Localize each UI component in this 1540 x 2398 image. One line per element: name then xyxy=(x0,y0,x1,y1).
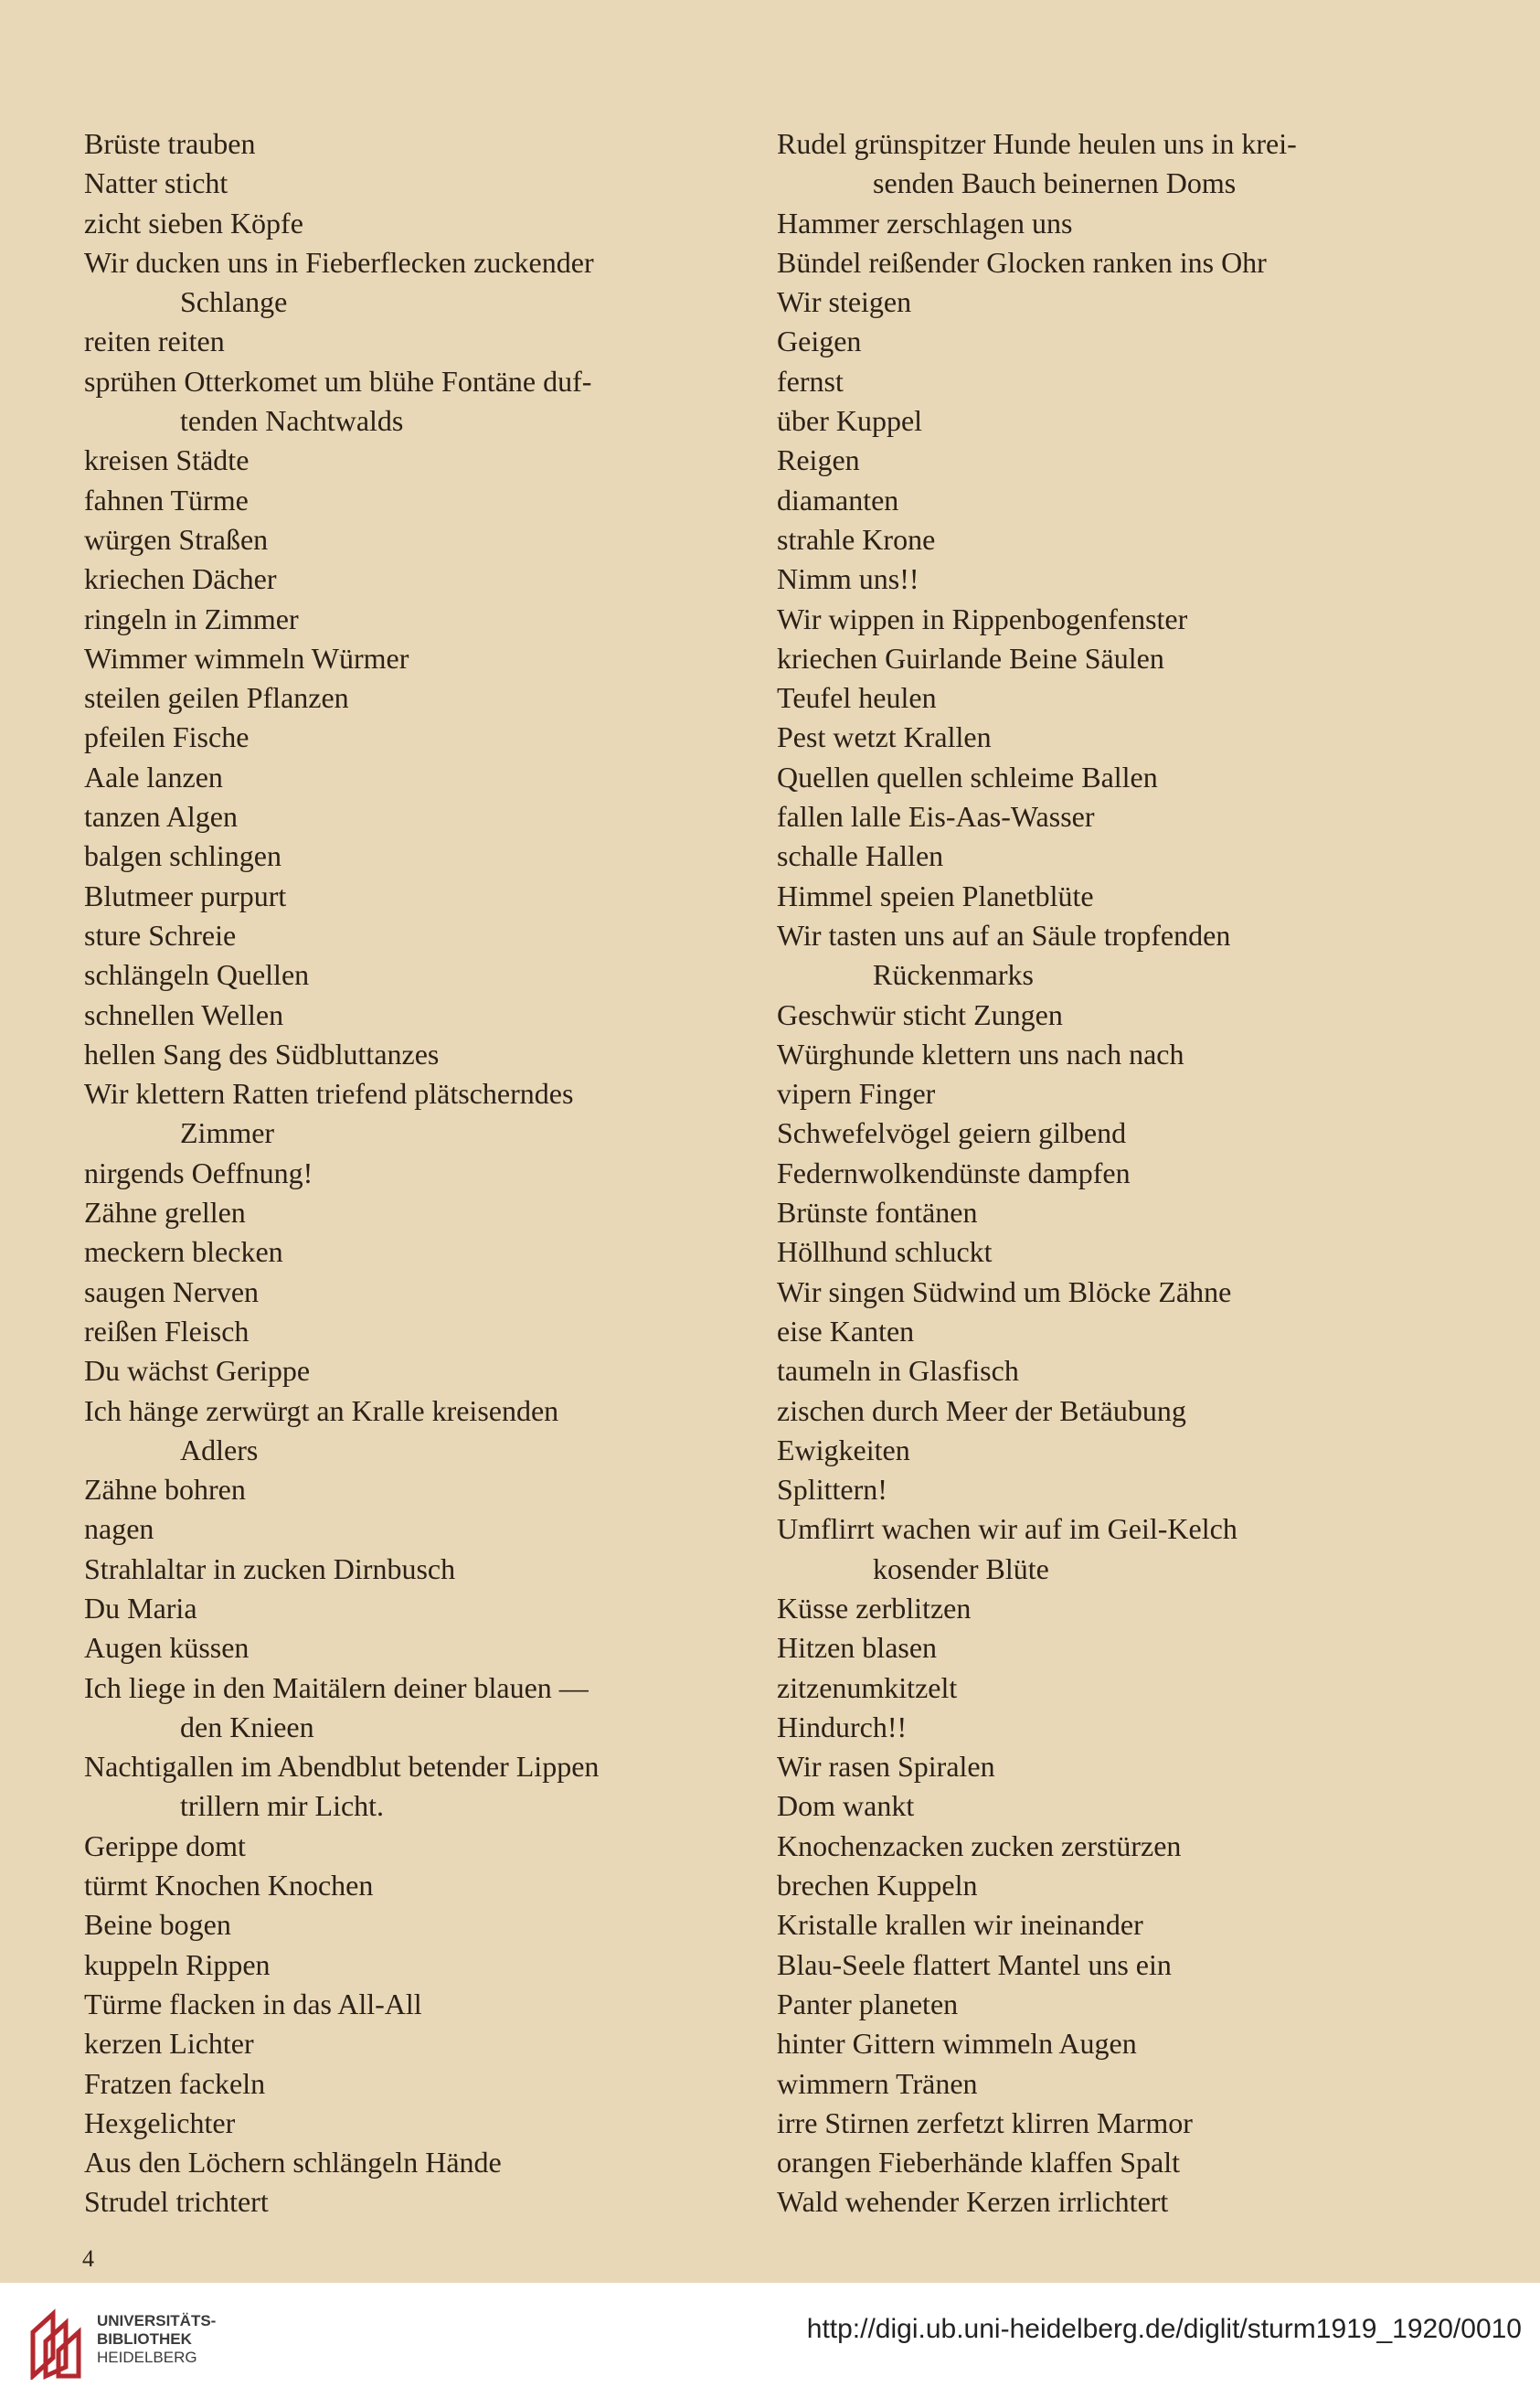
library-logo[interactable] xyxy=(13,2299,217,2382)
poem-line: senden Bauch beinernen Doms xyxy=(873,166,1237,200)
poem-line: Umflirrt wachen wir auf im Geil-Kelch xyxy=(777,1512,1237,1546)
poem-line: Quellen quellen schleime Ballen xyxy=(777,760,1158,794)
poem-line: nirgends Oeffnung! xyxy=(84,1156,313,1189)
poem-line: reiten reiten xyxy=(84,325,225,358)
poem-line: Brünste fontänen xyxy=(777,1196,978,1230)
poem-line: kuppeln Rippen xyxy=(84,1947,271,1981)
poem-line: hinter Gittern wimmeln Augen xyxy=(777,2027,1137,2061)
poem-line: schnellen Wellen xyxy=(84,997,284,1031)
poem-line: schalle Hallen xyxy=(777,839,944,873)
poem-line: Augen küssen xyxy=(84,1631,250,1665)
poem-line: fernst xyxy=(777,364,844,398)
poem-line: brechen Kuppeln xyxy=(777,1869,978,1902)
poem-line: tanzen Algen xyxy=(84,800,238,834)
poem-line: Höllhund schluckt xyxy=(777,1235,993,1269)
poem-line: Nachtigallen im Abendblut betender Lippen xyxy=(84,1750,600,1784)
poem-line: sture Schreie xyxy=(84,918,237,952)
logo-line: BIBLIOTHEK xyxy=(97,2330,192,2348)
poem-line: Wir singen Südwind um Blöcke Zähne xyxy=(777,1274,1232,1308)
poem-line: sprühen Otterkomet um blühe Fontäne duf- xyxy=(84,364,592,398)
poem-line: tenden Nachtwalds xyxy=(180,404,404,438)
poem-line: Wir tasten uns auf an Säule tropfenden xyxy=(777,918,1231,952)
poem-line: Rudel grünspitzer Hunde heulen uns in krei- xyxy=(777,127,1297,160)
poem-line: Splittern! xyxy=(777,1473,887,1507)
poem-line: Gerippe domt xyxy=(84,1828,246,1862)
poem-line: kreisen Städte xyxy=(84,443,250,477)
poem-line: Hindurch!! xyxy=(777,1710,908,1743)
poem-line: Reigen xyxy=(777,443,860,477)
poem-line: Pest wetzt Krallen xyxy=(777,720,992,754)
poem-line: schlängeln Quellen xyxy=(84,958,310,992)
poem-line: reißen Fleisch xyxy=(84,1314,250,1348)
poem-line: zicht sieben Köpfe xyxy=(84,206,303,240)
poem-line: Wir rasen Spiralen xyxy=(777,1750,995,1784)
poem-line: den Knieen xyxy=(180,1710,314,1743)
poem-line: Federnwolkendünste dampfen xyxy=(777,1156,1131,1189)
poem-line: fallen lalle Eis-Aas-Wasser xyxy=(777,800,1095,834)
poem-line: Zimmer xyxy=(180,1116,275,1150)
poem-line: kosender Blüte xyxy=(873,1551,1049,1585)
poem-line: Bündel reißender Glocken ranken ins Ohr xyxy=(777,245,1267,279)
poem-line: nagen xyxy=(84,1512,154,1546)
poem-line: über Kuppel xyxy=(777,404,923,438)
logo-line: HEIDELBERG xyxy=(97,2349,197,2366)
poem-line: Ich hänge zerwürgt an Kralle kreisenden xyxy=(84,1393,559,1427)
poem-line: Fratzen fackeln xyxy=(84,2066,266,2100)
poem-line: Schlange xyxy=(180,285,288,319)
poem-line: Ich liege in den Maitälern deiner blauen — xyxy=(84,1670,589,1704)
poem-line: Wir steigen xyxy=(777,285,912,319)
poem-column-left xyxy=(84,124,744,2222)
poem-line: Nimm uns!! xyxy=(777,562,919,596)
poem-line: fahnen Türme xyxy=(84,483,249,517)
poem-line: Dom wankt xyxy=(777,1789,915,1823)
poem-line: balgen schlingen xyxy=(84,839,281,873)
poem-line: Zähne bohren xyxy=(84,1473,246,1507)
poem-line: taumeln in Glasfisch xyxy=(777,1354,1019,1388)
poem-line: Beine bogen xyxy=(84,1908,231,1942)
poem-line: Strudel trichtert xyxy=(84,2185,269,2219)
poem-line: Knochenzacken zucken zerstürzen xyxy=(777,1828,1182,1862)
poem-line: kerzen Lichter xyxy=(84,2027,254,2061)
poem-line: Blutmeer purpurt xyxy=(84,879,287,912)
poem-line: zitzenumkitzelt xyxy=(777,1670,958,1704)
poem-line: saugen Nerven xyxy=(84,1274,260,1308)
poem-line: Blau-Seele flattert Mantel uns ein xyxy=(777,1947,1172,1981)
poem-line: diamanten xyxy=(777,483,899,517)
library-logo-icon xyxy=(26,2305,90,2380)
poem-line: Aale lanzen xyxy=(84,760,223,794)
poem-line: eise Kanten xyxy=(777,1314,915,1348)
poem-line: Wir ducken uns in Fieberflecken zuckender xyxy=(84,245,594,279)
poem-line: türmt Knochen Knochen xyxy=(84,1869,374,1902)
poem-line: vipern Finger xyxy=(777,1077,936,1111)
poem-line: orangen Fieberhände klaffen Spalt xyxy=(777,2146,1181,2180)
poem-line: Wir klettern Ratten triefend plätscherndes xyxy=(84,1077,574,1111)
poem-line: strahle Krone xyxy=(777,522,936,556)
poem-line: Küsse zerblitzen xyxy=(777,1591,972,1625)
poem-line: Strahlaltar in zucken Dirnbusch xyxy=(84,1551,456,1585)
poem-line: Wimmer wimmeln Würmer xyxy=(84,641,409,675)
poem-line: Rückenmarks xyxy=(873,958,1034,992)
poem-line: würgen Straßen xyxy=(84,522,269,556)
poem-line: Wald wehender Kerzen irrlichtert xyxy=(777,2185,1169,2219)
poem-line: meckern blecken xyxy=(84,1235,283,1269)
poem-line: Türme flacken in das All-All xyxy=(84,1987,422,2020)
poem-line: Hammer zerschlagen uns xyxy=(777,206,1073,240)
poem-line: ringeln in Zimmer xyxy=(84,602,299,635)
logo-line: UNIVERSITÄTS- xyxy=(97,2312,217,2329)
poem-line: Hexgelichter xyxy=(84,2105,236,2139)
poem-line: Schwefelvögel geiern gilbend xyxy=(777,1116,1127,1150)
poem-line: Du wächst Gerippe xyxy=(84,1354,311,1388)
poem-line: kriechen Dächer xyxy=(84,562,277,596)
poem-line: Geschwür sticht Zungen xyxy=(777,997,1063,1031)
poem-line: hellen Sang des Südbluttanzes xyxy=(84,1037,440,1071)
poem-line: pfeilen Fische xyxy=(84,720,250,754)
poem-line: Geigen xyxy=(777,325,862,358)
poem-line: Zähne grellen xyxy=(84,1196,246,1230)
poem-line: zischen durch Meer der Betäubung xyxy=(777,1393,1186,1427)
poem-line: Kristalle krallen wir ineinander xyxy=(777,1908,1143,1942)
poem-line: Teufel heulen xyxy=(777,681,937,715)
poem-line: Hitzen blasen xyxy=(777,1631,938,1665)
poem-line: Himmel speien Planetblüte xyxy=(777,879,1094,912)
library-logo-text xyxy=(97,2312,216,2367)
poem-line: Aus den Löchern schlängeln Hände xyxy=(84,2146,502,2180)
poem-line: Natter sticht xyxy=(84,166,228,200)
poem-line: Panter planeten xyxy=(777,1987,959,2020)
poem-line: wimmern Tränen xyxy=(777,2066,978,2100)
poem-line: Du Maria xyxy=(84,1591,197,1625)
poem-line: Adlers xyxy=(180,1433,259,1466)
poem-line: Wir wippen in Rippenbogenfenster xyxy=(777,602,1188,635)
footer-bar xyxy=(0,2283,1540,2398)
poem-line: Ewigkeiten xyxy=(777,1433,910,1466)
poem-line: steilen geilen Pflanzen xyxy=(84,681,349,715)
poem-column-right xyxy=(777,124,1435,2222)
poem-line: kriechen Guirlande Beine Säulen xyxy=(777,641,1164,675)
source-url[interactable]: http://digi.ub.uni-heidelberg.de/diglit/sturm1919_1920/0010 xyxy=(806,2314,1522,2344)
poem-line: trillern mir Licht. xyxy=(180,1789,385,1823)
poem-line: Brüste trauben xyxy=(84,127,256,160)
page-number: 4 xyxy=(82,2245,94,2272)
poem-line: Würghunde klettern uns nach nach xyxy=(777,1037,1184,1071)
poem-line: irre Stirnen zerfetzt klirren Marmor xyxy=(777,2105,1193,2139)
